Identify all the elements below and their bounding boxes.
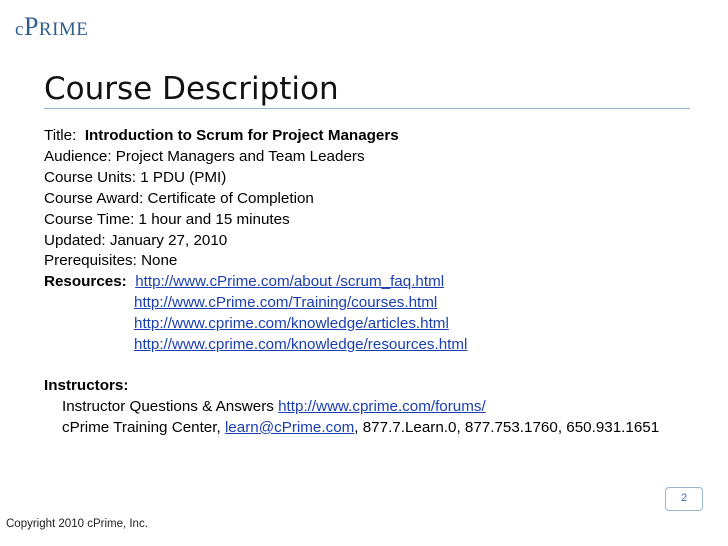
cprime-logo: cPRIME	[15, 12, 89, 41]
phone-numbers: , 877.7.Learn.0, 877.753.1760, 650.931.1651	[354, 418, 660, 436]
instructor-qa-line	[44, 397, 714, 418]
instructor-qa-text: Instructor Questions & Answers	[62, 397, 274, 415]
training-center-line	[44, 418, 714, 439]
forums-link[interactable]: http://www.cprime.com/forums/	[278, 397, 486, 415]
resource-link-2[interactable]: http://www.cPrime.com/Training/courses.html	[134, 294, 438, 312]
resources-line	[44, 272, 714, 293]
title-divider	[44, 108, 690, 109]
updated-line: Updated: January 27, 2010	[44, 231, 228, 249]
course-title: Introduction to Scrum for Project Managers	[84, 127, 399, 144]
title-label: Title:	[44, 127, 77, 144]
prereq-line: Prerequisites: None	[44, 252, 178, 270]
time-line: Course Time: 1 hour and 15 minutes	[44, 210, 290, 228]
award-line: Course Award: Certificate of Completion	[44, 189, 314, 207]
audience-line: Audience: Project Managers and Team Leaders	[44, 147, 365, 165]
resource-link-4[interactable]: http://www.cprime.com/knowledge/resources.html	[134, 336, 468, 354]
title-line	[44, 126, 714, 147]
page-title: Course Description	[44, 71, 339, 107]
email-link[interactable]: learn@cPrime.com	[224, 418, 355, 436]
resource-link-3[interactable]: http://www.cprime.com/knowledge/articles.html	[134, 315, 449, 333]
resource-link-1[interactable]: http://www.cPrime.com/about /scrum_faq.html	[135, 273, 445, 291]
units-line: Course Units: 1 PDU (PMI)	[44, 168, 227, 186]
resources-label: Resources:	[44, 273, 127, 291]
course-details	[44, 126, 714, 439]
copyright-footer: Copyright 2010 cPrime, Inc.	[6, 518, 148, 530]
training-center-text: cPrime Training Center,	[62, 418, 221, 436]
page-number: 2	[665, 487, 703, 511]
instructors-label: Instructors:	[44, 376, 129, 394]
